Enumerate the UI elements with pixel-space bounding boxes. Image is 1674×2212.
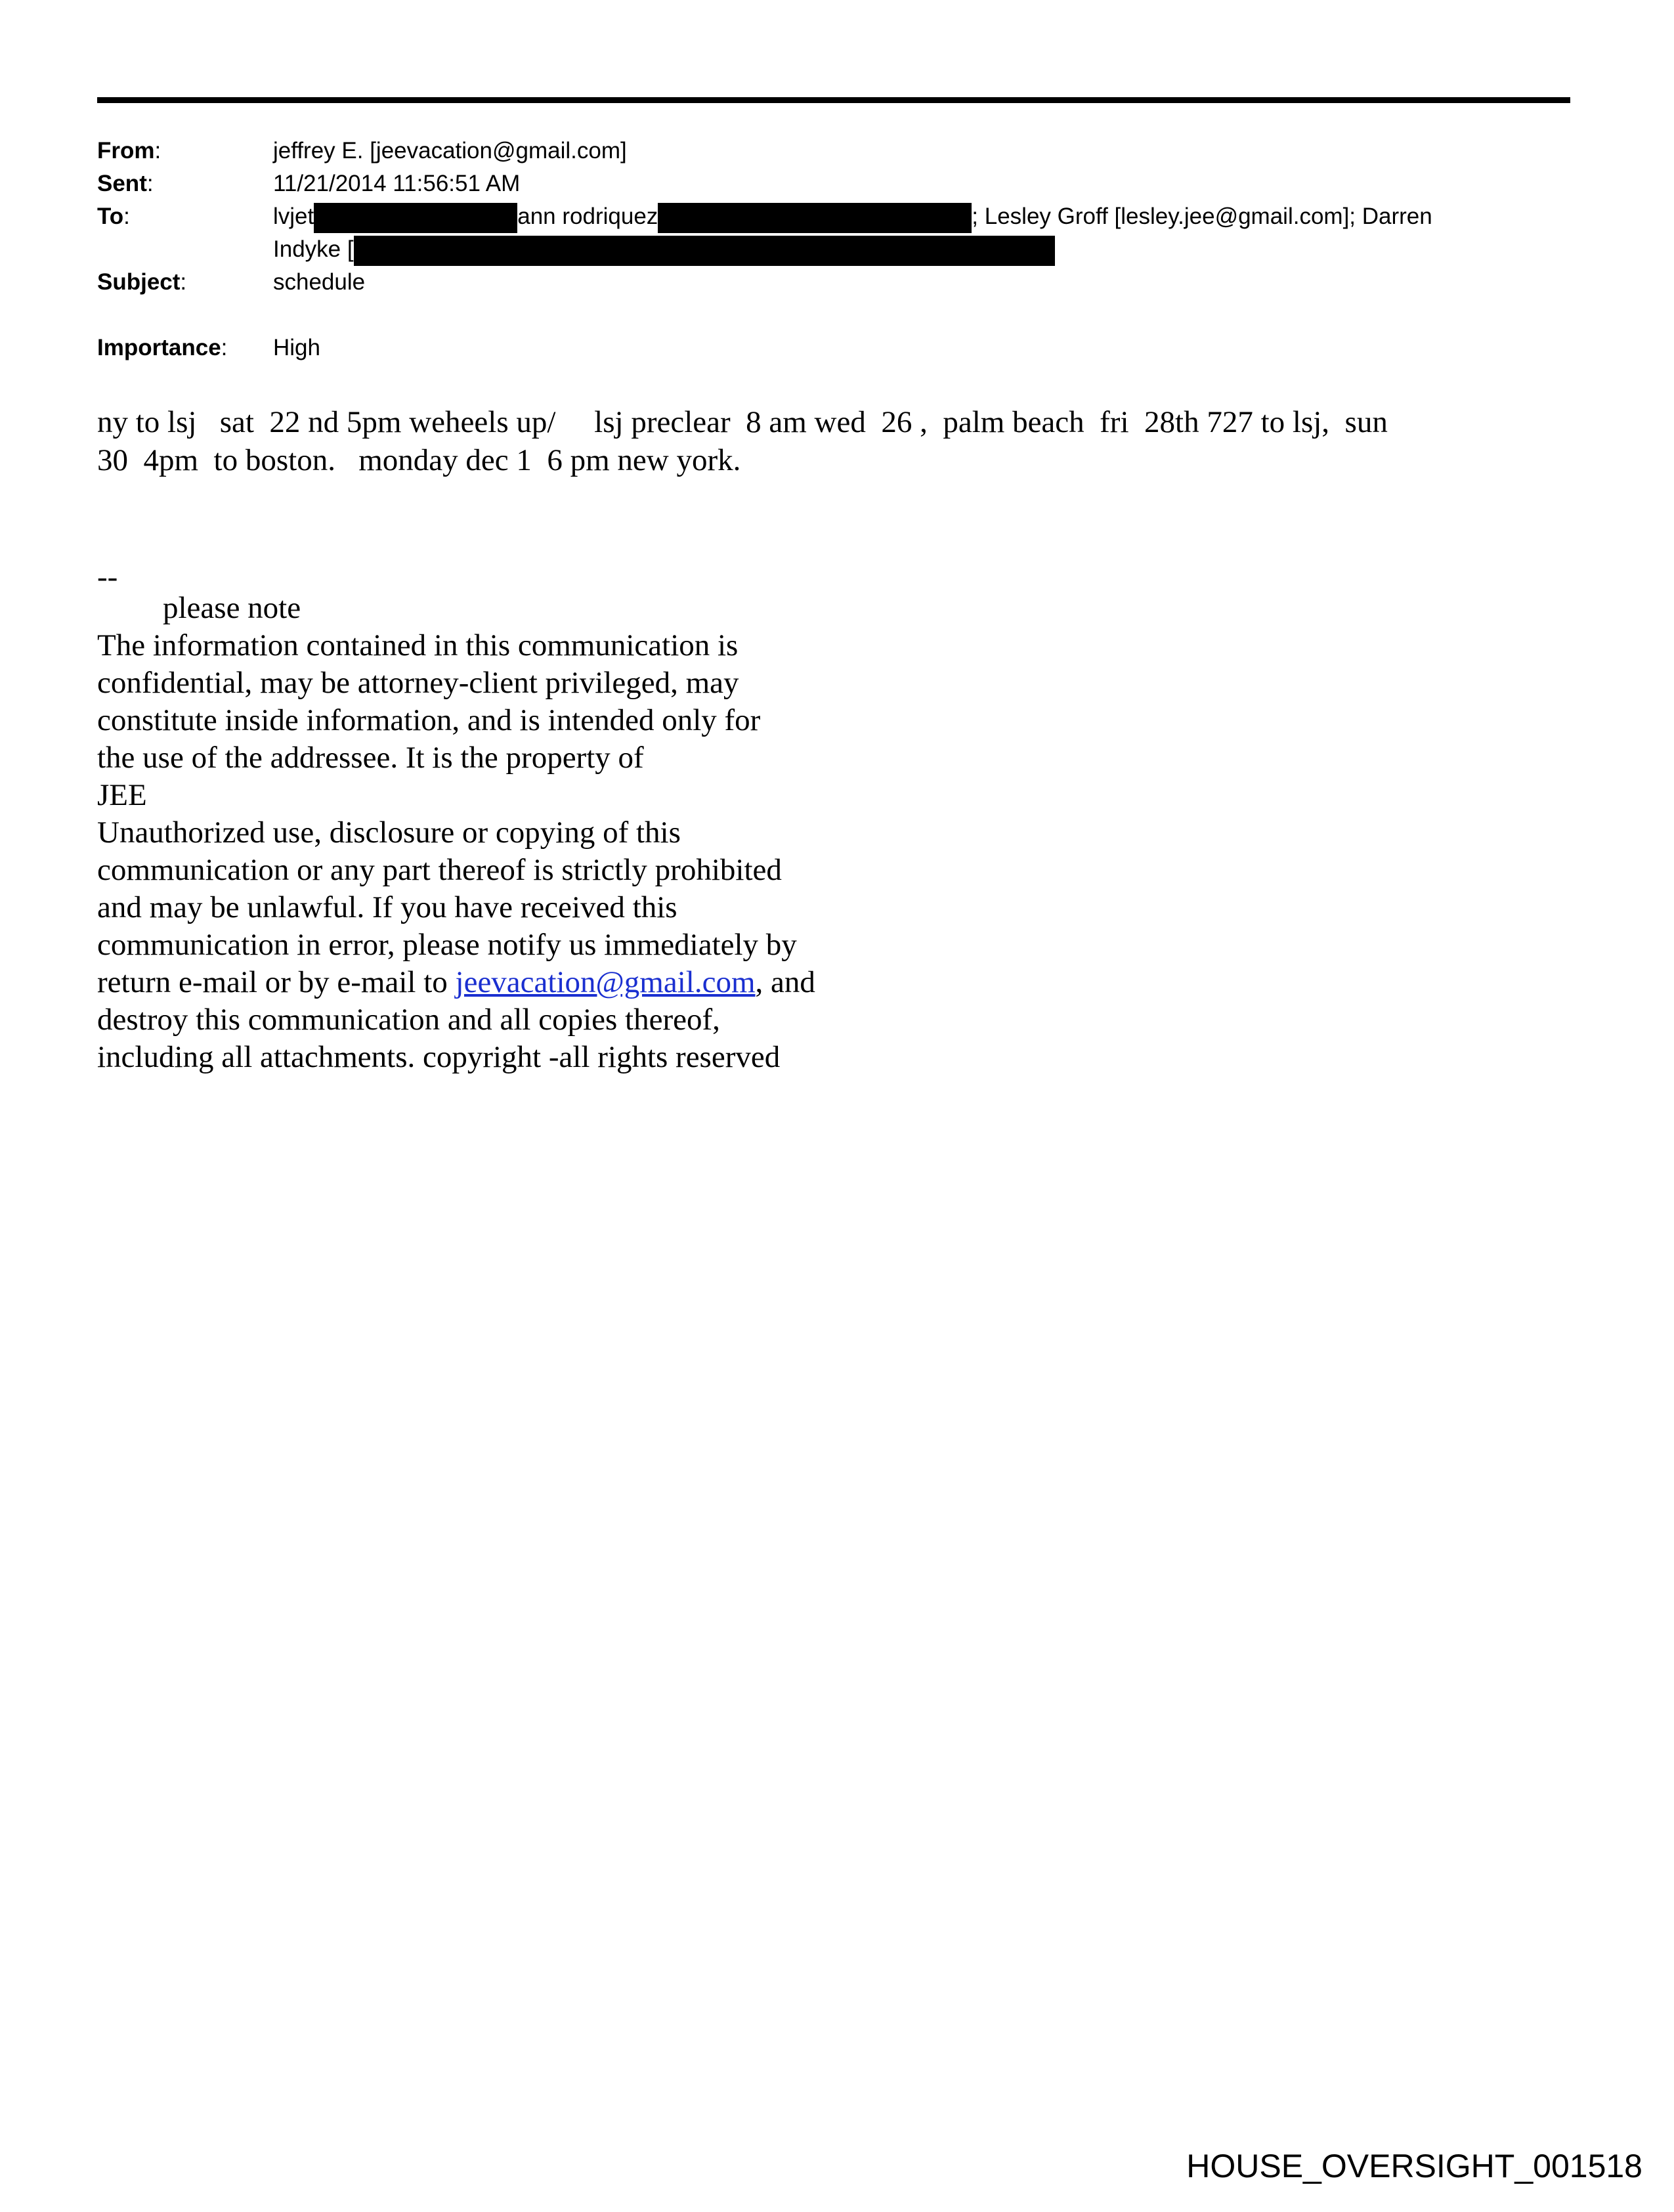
disclaimer-line: including all attachments. copyright -all rights reserved — [97, 1040, 781, 1074]
to-recipient-indyke: Indyke [ — [273, 236, 354, 262]
subject-label-row — [97, 266, 186, 299]
redaction-block — [658, 203, 972, 233]
importance-label: Importance — [97, 335, 221, 360]
redaction-block — [314, 203, 517, 233]
subject-value: schedule — [273, 269, 366, 295]
sent-value: 11/21/2014 11:56:51 AM — [273, 171, 521, 196]
sent-colon: : — [146, 171, 154, 196]
to-recipient-lvjet: lvjet — [273, 204, 314, 229]
disclaimer-line: The information contained in this communication is — [97, 628, 739, 662]
return-prefix: return e-mail or by e-mail to — [97, 965, 456, 999]
redaction-block — [354, 236, 1055, 266]
return-suffix: , and — [755, 965, 815, 999]
to-value-line2 — [273, 233, 1055, 266]
importance-colon: : — [221, 335, 228, 360]
disclaimer-line-email — [97, 964, 815, 1001]
subject-label: Subject — [97, 269, 181, 295]
disclaimer-line: constitute inside information, and is intended only for — [97, 703, 761, 737]
message-body-line-2: 30 4pm to boston. monday dec 1 6 pm new york. — [97, 443, 741, 477]
from-colon: : — [154, 138, 161, 163]
importance-label-row — [97, 332, 227, 364]
sent-label: Sent — [97, 171, 147, 196]
disclaimer-line: communication in error, please notify us immediately by — [97, 928, 797, 962]
bates-number: HOUSE_OVERSIGHT_001518 — [1186, 2148, 1642, 2184]
disclaimer-line: JEE — [97, 778, 147, 812]
signature-separator: -- — [97, 560, 118, 594]
please-note: please note — [163, 591, 301, 625]
to-colon: : — [123, 204, 130, 229]
disclaimer — [97, 590, 815, 1076]
disclaimer-line: Unauthorized use, disclosure or copying of this — [97, 815, 681, 850]
disclaimer-line: and may be unlawful. If you have received this — [97, 890, 677, 924]
from-label-row — [97, 135, 161, 167]
from-value: jeffrey E. [jeevacation@gmail.com] — [273, 138, 627, 163]
disclaimer-line: destroy this communication and all copies thereof, — [97, 1003, 720, 1037]
disclaimer-line: the use of the addressee. It is the property of — [97, 741, 644, 775]
header-rule — [97, 97, 1570, 103]
to-recipient-ann: ann rodriquez — [517, 204, 658, 229]
importance-value: High — [273, 335, 320, 360]
to-recipient-rest: ; Lesley Groff [lesley.jee@gmail.com]; Darren — [972, 204, 1432, 229]
from-label: From — [97, 138, 155, 163]
message-body-line-1: ny to lsj sat 22 nd 5pm weheels up/ lsj preclear 8 am wed 26 , palm beach fri 28th 727 to lsj, sun — [97, 405, 1388, 439]
to-label: To — [97, 204, 124, 229]
subject-colon: : — [180, 269, 187, 295]
email-link[interactable]: jeevacation@gmail.com — [455, 965, 756, 999]
to-value-line1 — [273, 200, 1432, 233]
to-label-row — [97, 200, 130, 233]
sent-label-row — [97, 167, 154, 200]
disclaimer-line: communication or any part thereof is strictly prohibited — [97, 853, 782, 887]
disclaimer-line: confidential, may be attorney-client privileged, may — [97, 666, 739, 700]
